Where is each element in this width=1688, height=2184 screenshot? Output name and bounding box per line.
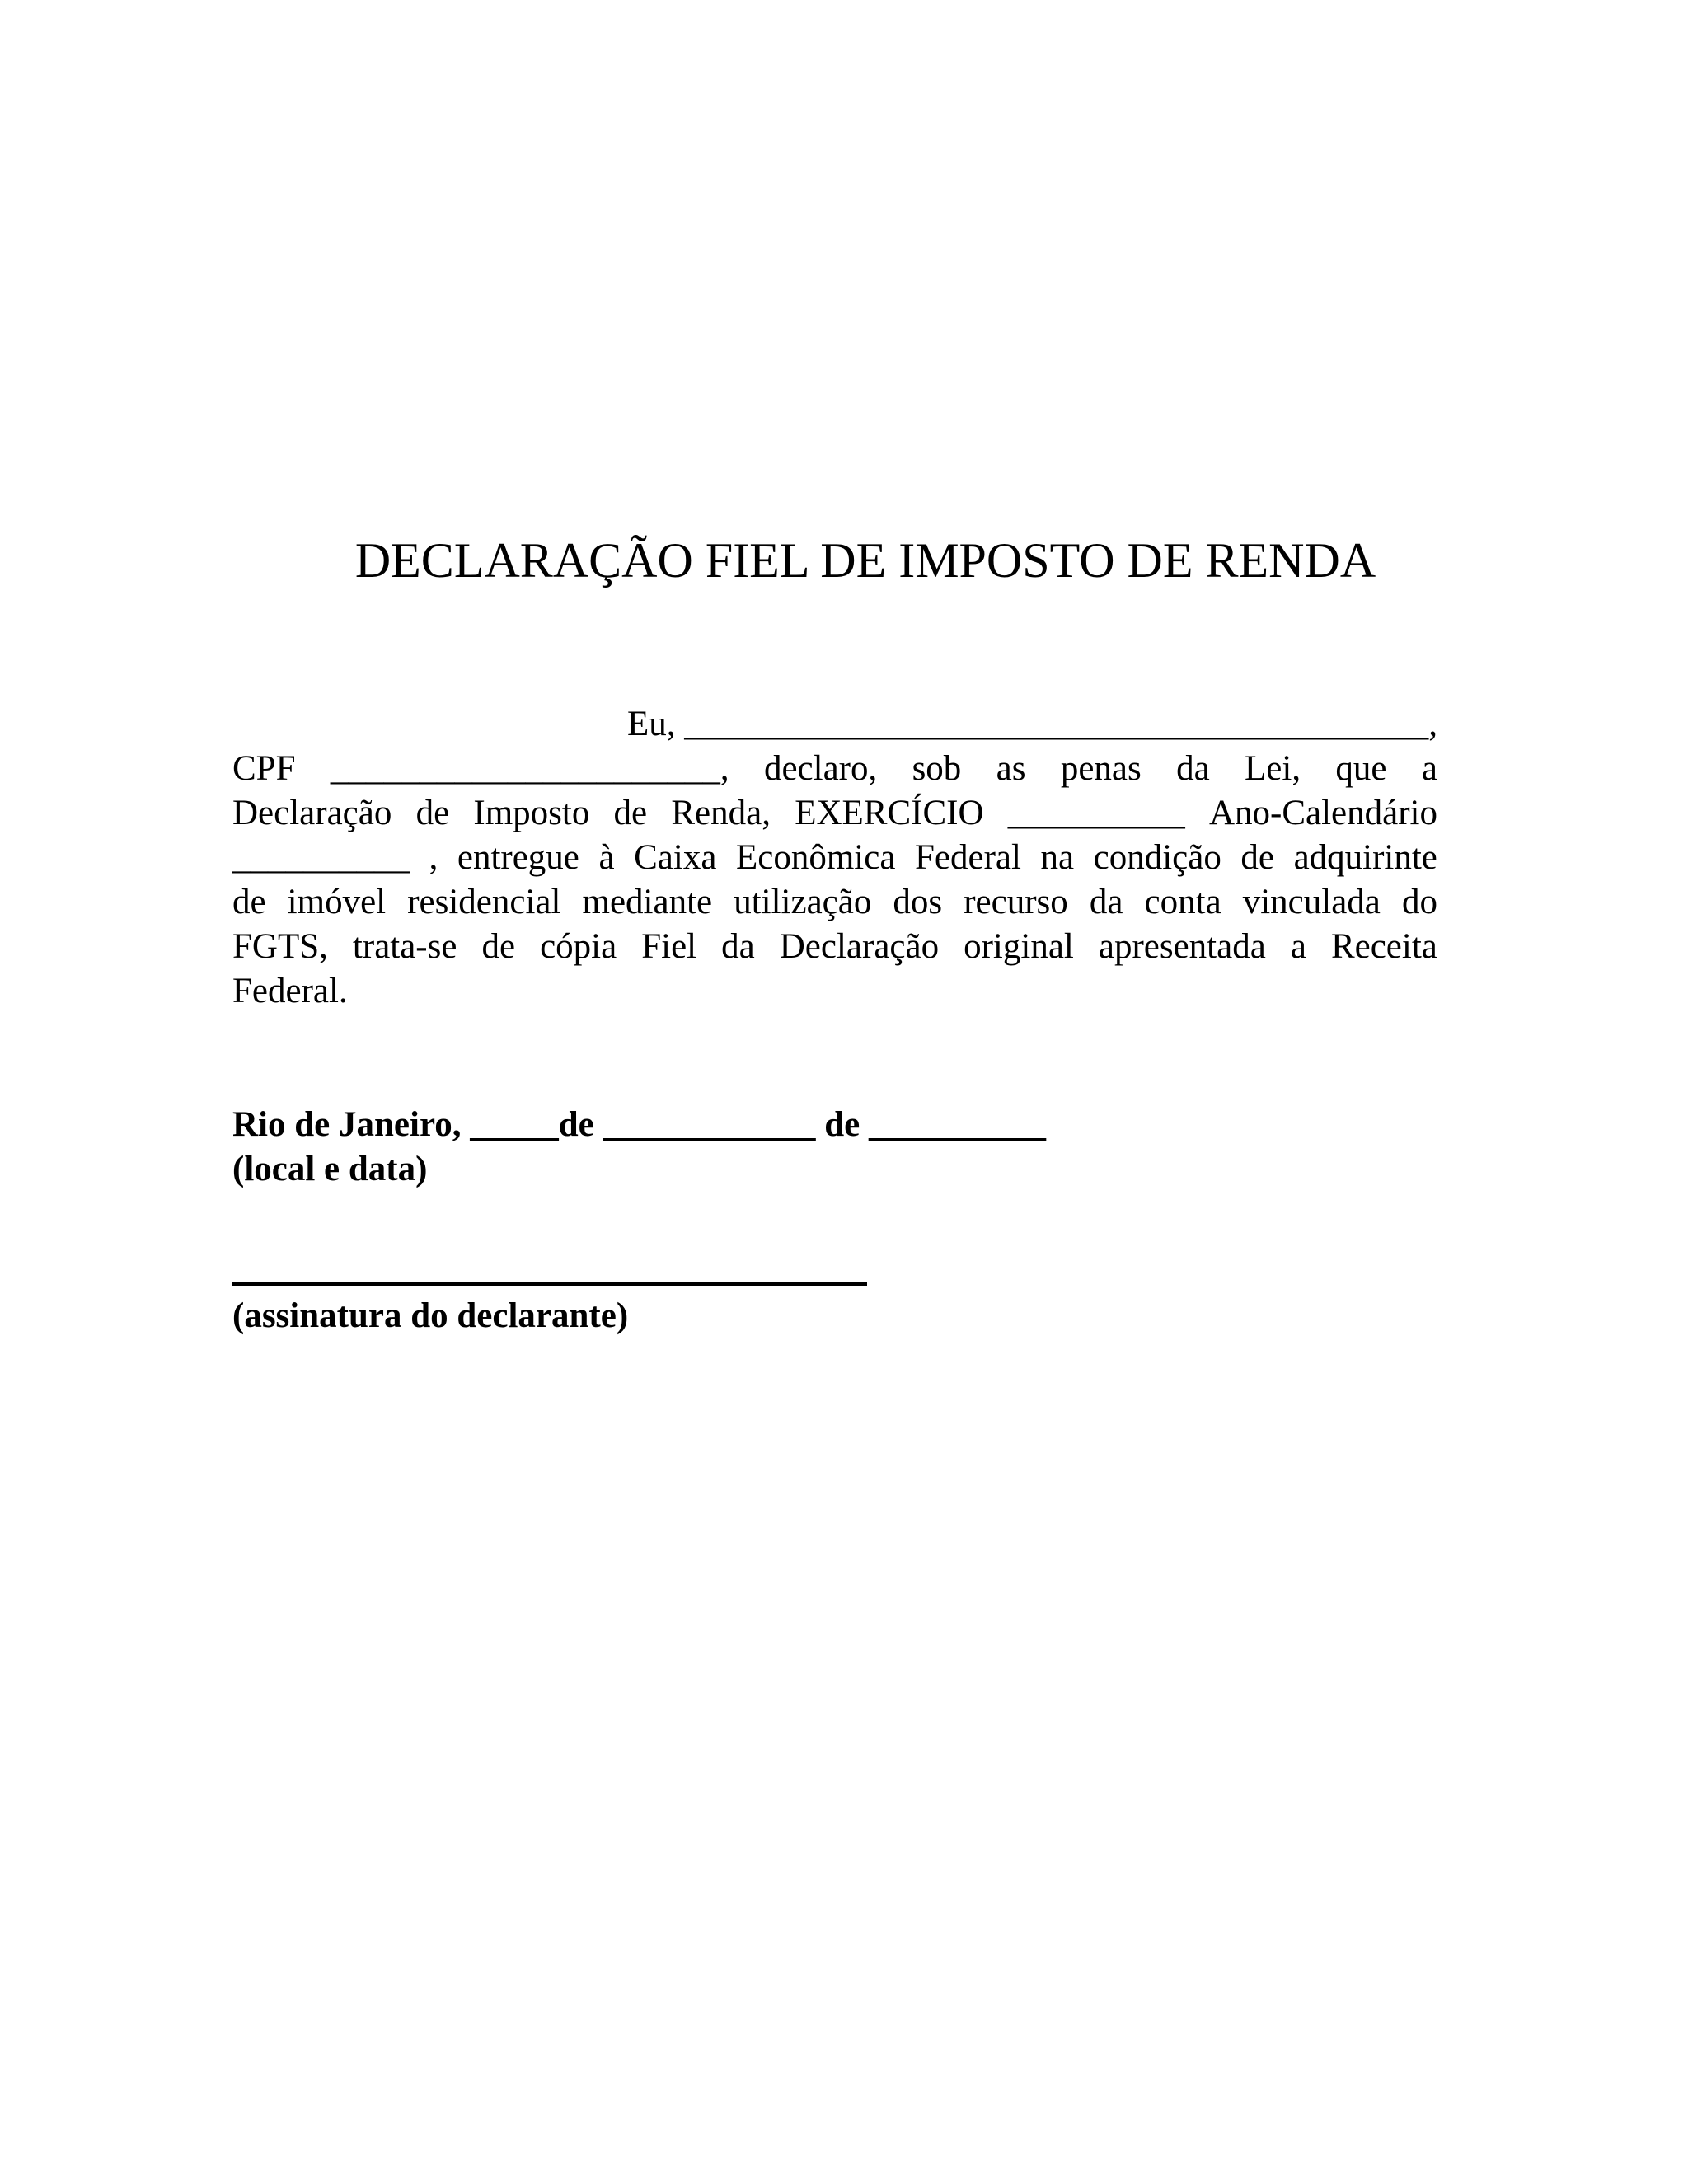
body-word: Federal (914, 838, 1021, 877)
body-word: a (1421, 749, 1437, 788)
body-word: Lei, (1245, 749, 1301, 788)
document-title: DECLARAÇÃO FIEL DE IMPOSTO DE RENDA (354, 533, 1376, 588)
body-word: trata-se (352, 927, 457, 966)
body-word: residencial (407, 883, 561, 921)
body-word: Caixa (634, 838, 717, 877)
body-word: conta (1144, 883, 1221, 921)
body-word: adquirinte (1293, 838, 1437, 877)
body-word: imóvel (287, 883, 387, 921)
body-word: Fiel (641, 927, 697, 966)
body-word: EXERCÍCIO (795, 794, 984, 832)
body-word: dos (893, 883, 943, 921)
body-line-7: Federal. (232, 972, 348, 1010)
body-word: Declaração (779, 927, 940, 966)
body-word: as (996, 749, 1026, 788)
body-word: condição (1093, 838, 1221, 877)
body-word: Renda, (671, 794, 771, 832)
body-word: ______________________, (330, 749, 729, 788)
body-word: da (1176, 749, 1210, 788)
declaration-paragraph (232, 702, 1437, 1014)
signature-line (232, 1282, 867, 1286)
place-date-line: Rio de Janeiro, _____de ____________ de __________ (232, 1105, 1047, 1144)
body-word: penas (1060, 749, 1142, 788)
body-word: sob (912, 749, 962, 788)
body-word: declaro, (763, 749, 878, 788)
body-word: vinculada (1242, 883, 1381, 921)
body-word: FGTS, (232, 927, 328, 966)
body-word: de (415, 794, 450, 832)
body-word: Econômica (736, 838, 896, 877)
body-word: a (1290, 927, 1306, 966)
body-word: de (1240, 838, 1274, 877)
body-word: original (964, 927, 1074, 966)
body-word: Imposto (473, 794, 590, 832)
body-word: Receita (1330, 927, 1437, 966)
body-word: __________ (1007, 794, 1185, 832)
body-word: cópia (540, 927, 617, 966)
body-word: à (598, 838, 615, 877)
place-date-caption: (local e data) (232, 1150, 428, 1188)
body-word: de (481, 927, 516, 966)
body-word: do (1401, 883, 1437, 921)
body-word: apresentada (1098, 927, 1266, 966)
body-line-6 (232, 925, 1437, 969)
signature-caption: (assinatura do declarante) (232, 1296, 629, 1335)
body-line-2 (232, 747, 1437, 791)
date-block (232, 1103, 1046, 1192)
body-word: da (721, 927, 755, 966)
body-word: da (1089, 883, 1123, 921)
body-word: , (429, 838, 438, 877)
signature-block (232, 1282, 867, 1338)
body-line-1: Eu, __________________________________________, (626, 705, 1437, 743)
body-line-4 (232, 836, 1437, 880)
body-word: na (1040, 838, 1075, 877)
body-word: CPF (232, 749, 296, 788)
body-word: Ano-Calendário (1208, 794, 1437, 832)
body-word: Declaração (232, 794, 392, 832)
body-word: entregue (457, 838, 579, 877)
body-word: recurso (964, 883, 1068, 921)
body-word: de (613, 794, 648, 832)
body-line-5 (232, 880, 1437, 925)
body-line-3 (232, 791, 1437, 836)
body-word: que (1335, 749, 1387, 788)
body-word: utilização (734, 883, 872, 921)
body-word: de (232, 883, 266, 921)
body-word: mediante (582, 883, 713, 921)
body-word: __________ (232, 838, 410, 877)
